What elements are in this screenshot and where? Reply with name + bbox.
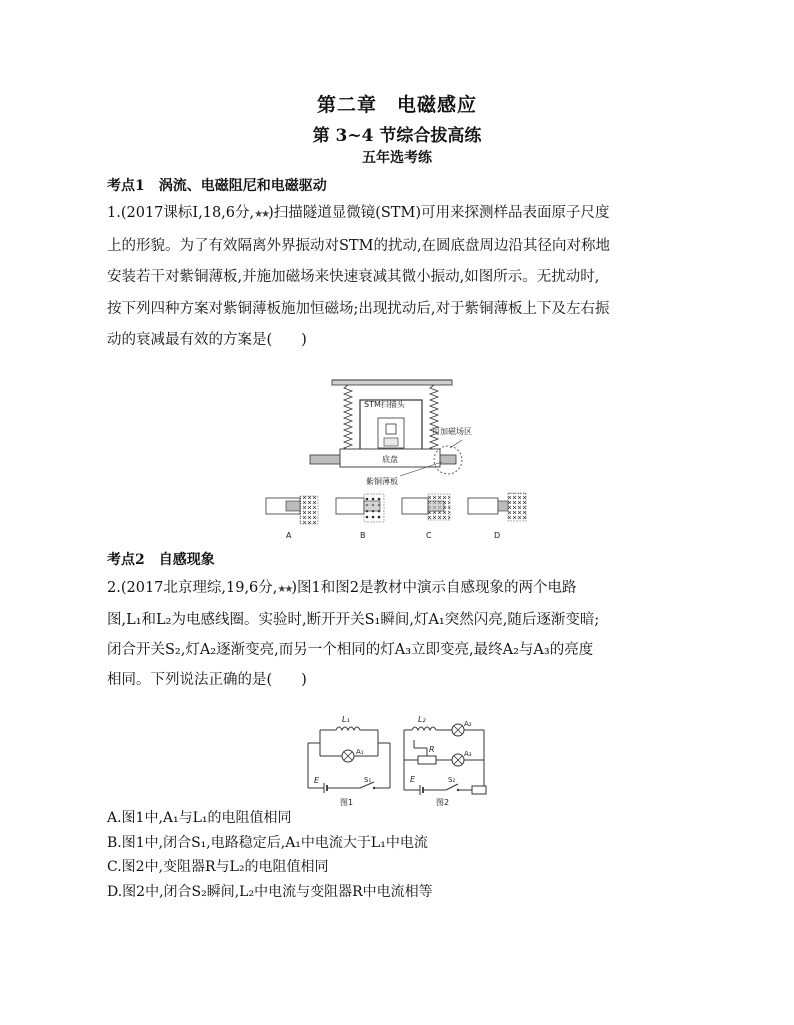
svg-text:D: D	[494, 531, 501, 540]
question-2	[107, 573, 707, 695]
q1-line-5: 动的衰减最有效的方案是( )	[107, 332, 307, 348]
difficulty-stars-icon: ★★	[277, 584, 292, 595]
fig2-caption: 图2	[436, 798, 450, 807]
svg-text:S₁: S₁	[364, 776, 372, 784]
stm-label: STM扫描头	[364, 400, 405, 409]
svg-text:L₂: L₂	[418, 715, 426, 724]
svg-text:B: B	[360, 531, 366, 540]
q1-line-2: 上的形貌。为了有效隔离外界振动对STM的扰动,在圆底盘周边沿其径向对称地	[107, 237, 611, 254]
svg-text:A: A	[286, 531, 292, 540]
choice-d[interactable]: D.图2中,闭合S₂瞬间,L₂中电流与变阻器R中电流相等	[107, 883, 433, 900]
svg-text:S₂: S₂	[448, 776, 456, 784]
svg-text:A₁: A₁	[356, 748, 364, 756]
circuit-figure-1	[302, 710, 396, 808]
question-1	[107, 198, 707, 357]
plate-label: 紫铜薄板	[366, 477, 398, 486]
question-2-choices	[107, 806, 433, 904]
section-title: 第 3~4 节综合拔高练	[312, 126, 482, 146]
q1-line-3: 安装若干对紫铜薄板,并施加磁场来快速衰减其微小振动,如图所示。无扰动时,	[107, 269, 600, 285]
svg-text:E: E	[314, 776, 320, 785]
q1-line-4: 按下列四种方案对紫铜薄板施加恒磁场;出现扰动后,对于紫铜薄板上下及左右振	[107, 300, 610, 317]
svg-text:E: E	[410, 775, 416, 784]
field-label: 可加磁场区	[432, 427, 472, 436]
choice-a[interactable]: A.图1中,A₁与L₁的电阻值相同	[107, 810, 292, 826]
circuit-figure-2	[396, 710, 492, 808]
fig1-caption: 图1	[340, 798, 354, 807]
chapter-title: 第二章 电磁感应	[316, 94, 477, 116]
point1-heading: 考点1 涡流、电磁阻尼和电磁驱动	[107, 178, 327, 194]
svg-text:A₂: A₂	[464, 720, 472, 728]
q2-line-1: 2.(2017北京理综,19,6分,★★)图1和图2是教材中演示自感现象的两个电路	[107, 580, 577, 596]
option-a-diagram	[266, 496, 318, 540]
svg-text:R: R	[429, 745, 435, 754]
option-d-diagram	[468, 493, 526, 540]
point2-heading: 考点2 自感现象	[107, 552, 215, 568]
exercise-subtitle: 五年选考练	[362, 150, 432, 166]
svg-text:L₁: L₁	[342, 715, 350, 724]
svg-text:C: C	[426, 531, 432, 540]
option-c-diagram	[402, 494, 450, 540]
q1-line-1: 1.(2017课标Ⅰ,18,6分,★★)扫描隧道显微镜(STM)可用来探测样品表面原子尺度	[107, 205, 610, 221]
option-b-diagram	[336, 494, 384, 540]
choice-c[interactable]: C.图2中,变阻器R与L₂的电阻值相同	[107, 859, 329, 875]
q2-line-2: 图,L₁和L₂为电感线圈。实验时,断开开关S₁瞬间,灯A₁突然闪亮,随后逐渐变暗;	[107, 612, 600, 628]
svg-text:A₃: A₃	[464, 750, 472, 758]
choice-b[interactable]: B.图1中,闭合S₁,电路稳定后,A₁中电流大于L₁中电流	[107, 834, 428, 851]
difficulty-stars-icon: ★★	[254, 209, 269, 220]
q2-line-3: 闭合开关S₂,灯A₂逐渐变亮,而另一个相同的灯A₃立即变亮,最终A₂与A₃的亮度	[107, 642, 594, 658]
stm-figure	[300, 378, 500, 490]
q2-line-4: 相同。下列说法正确的是( )	[107, 672, 307, 688]
stm-options-figure	[262, 490, 532, 544]
base-label: 底盘	[382, 455, 398, 464]
